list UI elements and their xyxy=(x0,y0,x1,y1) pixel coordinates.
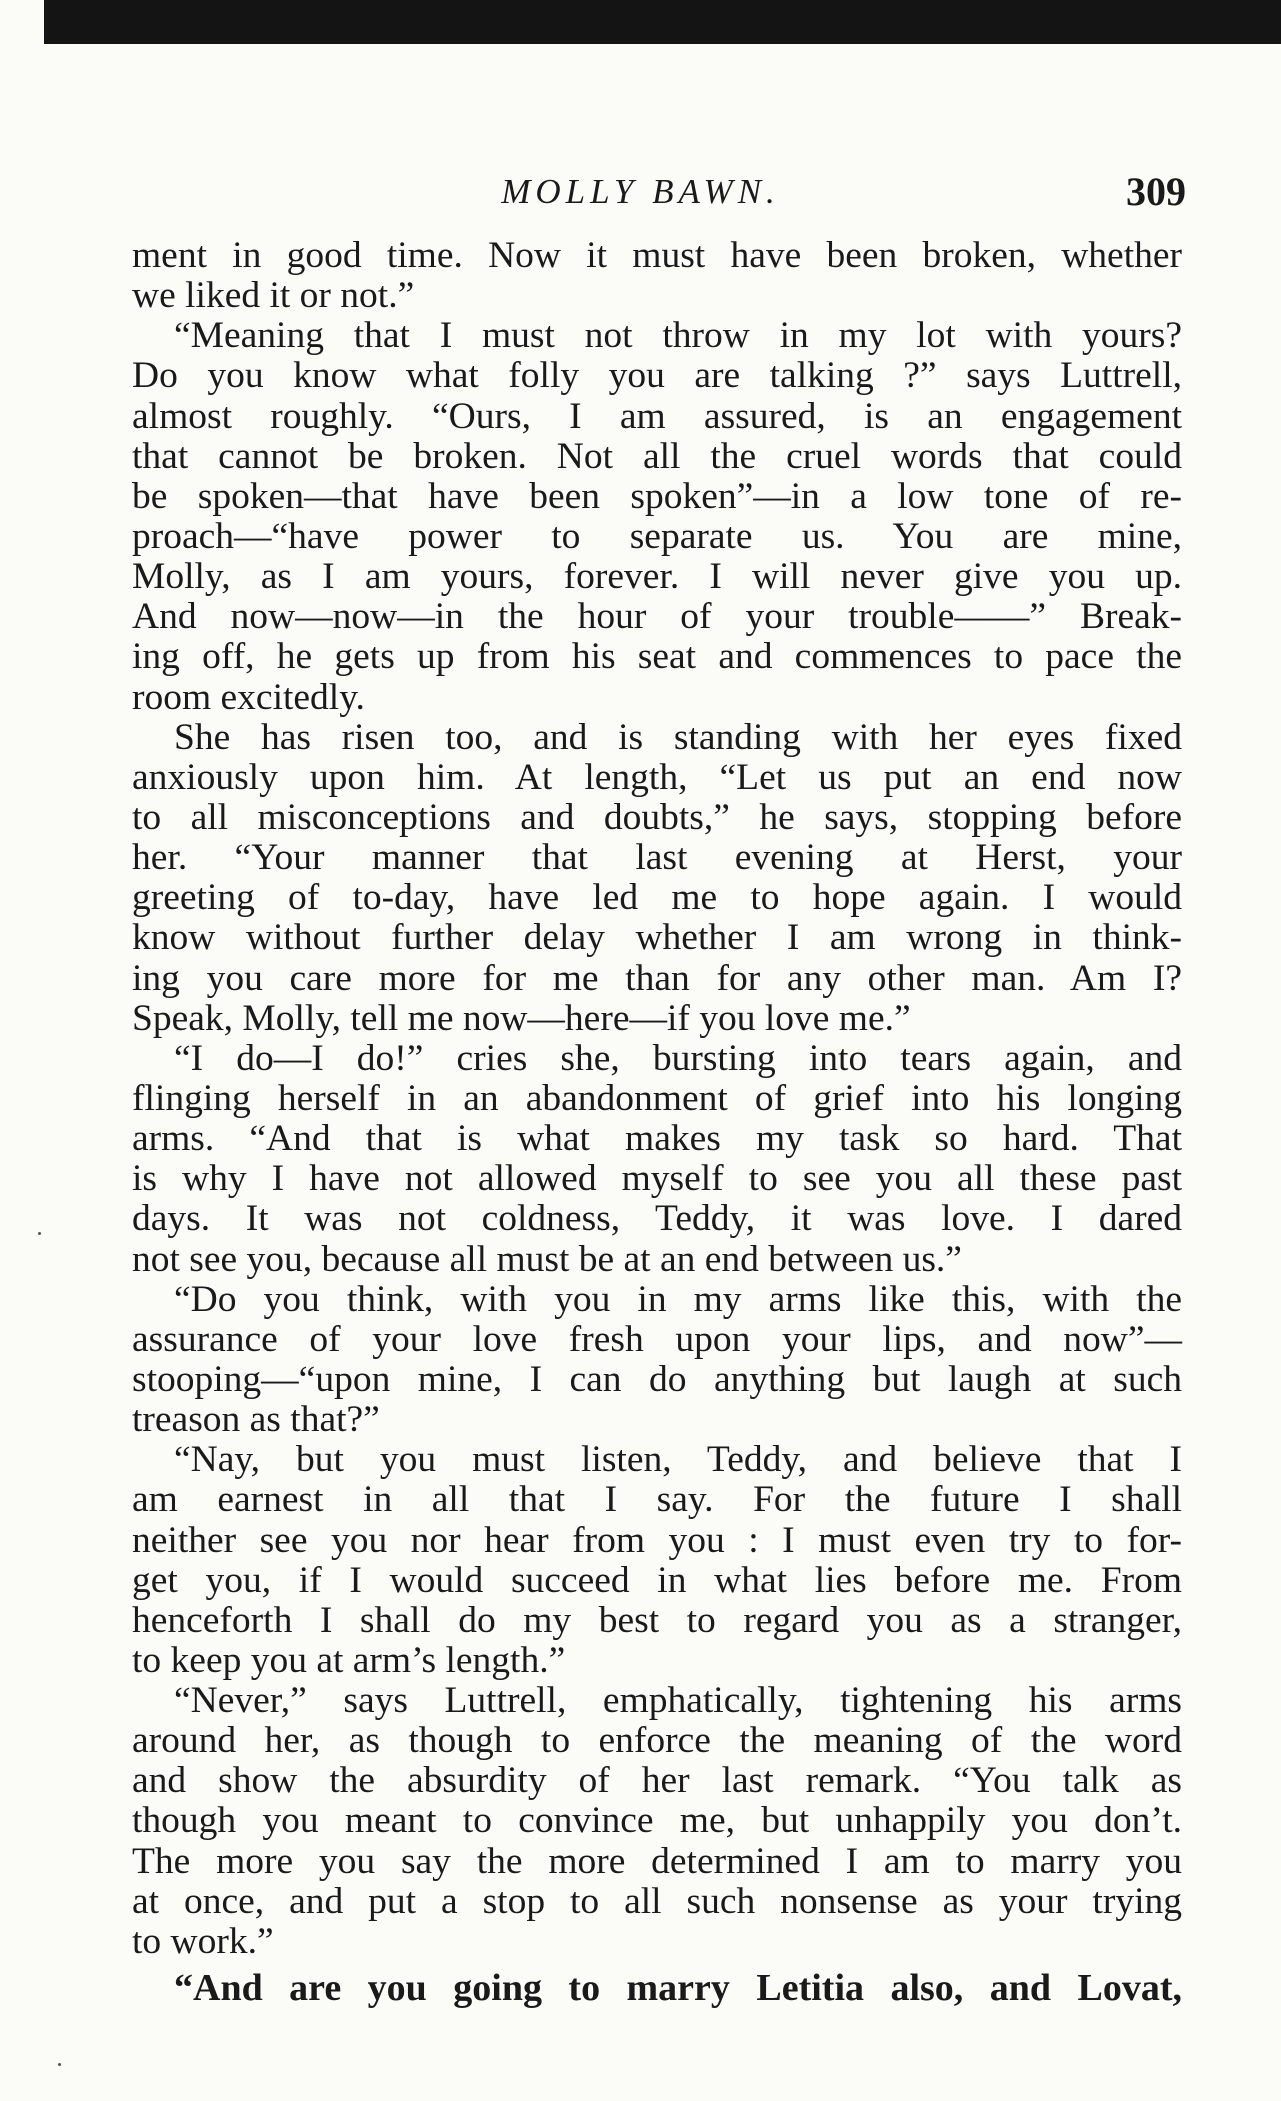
text-line: neither see you nor hear from you : I must even try to for- xyxy=(132,1519,1182,1561)
text-line: ing off, he gets up from his seat and commences to pace the xyxy=(132,636,1182,678)
running-title: MOLLY BAWN. xyxy=(501,172,780,211)
text-line: know without further delay whether I am wrong in think- xyxy=(132,917,1182,959)
text-line: to keep you at arm’s length.” xyxy=(132,1639,566,1681)
text-line: “Do you think, with you in my arms like this, with the xyxy=(174,1278,1182,1320)
text-line: get you, if I would succeed in what lies before me. From xyxy=(132,1559,1182,1601)
text-line: to all misconceptions and doubts,” he says, stopping before xyxy=(132,796,1182,838)
running-header xyxy=(0,168,1281,218)
text-line: to work.” xyxy=(132,1920,274,1962)
text-line: we liked it or not.” xyxy=(132,275,415,317)
text-line: henceforth I shall do my best to regard you as a stranger, xyxy=(132,1599,1182,1641)
text-line: though you meant to convince me, but unhappily you don’t. xyxy=(132,1800,1182,1842)
text-line: ing you care more for me than for any other man. Am I? xyxy=(132,957,1182,999)
text-line: Do you know what folly you are talking ?” says Luttrell, xyxy=(132,355,1182,397)
text-line: flinging herself in an abandonment of grief into his longing xyxy=(132,1077,1182,1119)
text-line: at once, and put a stop to all such nonsense as your trying xyxy=(132,1880,1182,1922)
text-line: “I do—I do!” cries she, bursting into tears again, and xyxy=(174,1037,1182,1079)
top-border-rule xyxy=(44,0,1281,44)
text-line: am earnest in all that I say. For the future I shall xyxy=(132,1479,1182,1521)
text-line: She has risen too, and is standing with her eyes fixed xyxy=(174,716,1182,758)
text-line: And now—now—in the hour of your trouble——” Break- xyxy=(132,596,1182,638)
text-line: days. It was not coldness, Teddy, it was love. I dared xyxy=(132,1198,1182,1240)
text-line: treason as that?” xyxy=(132,1399,380,1441)
text-line: The more you say the more determined I am to marry you xyxy=(132,1840,1182,1882)
text-line: ment in good time. Now it must have been broken, whether xyxy=(132,235,1182,276)
text-line: assurance of your love fresh upon your lips, and now”— xyxy=(132,1318,1182,1360)
text-line: room excitedly. xyxy=(132,676,365,718)
text-line: her. “Your manner that last evening at Herst, your xyxy=(132,837,1182,879)
text-line: stooping—“upon mine, I can do anything but laugh at such xyxy=(132,1358,1182,1400)
text-line: “Meaning that I must not throw in my lot with yours? xyxy=(174,315,1182,357)
text-line: anxiously upon him. At length, “Let us put an end now xyxy=(132,756,1182,798)
body-text xyxy=(132,236,1182,2008)
text-line: greeting of to-day, have led me to hope again. I would xyxy=(132,877,1182,919)
text-line: not see you, because all must be at an end between us.” xyxy=(132,1238,962,1280)
text-line: around her, as though to enforce the meaning of the word xyxy=(132,1720,1182,1762)
text-line: Molly, as I am yours, forever. I will never give you up. xyxy=(132,556,1182,598)
text-line: and show the absurdity of her last remark. “You talk as xyxy=(132,1760,1182,1802)
text-line: “Nay, but you must listen, Teddy, and believe that I xyxy=(174,1439,1182,1481)
text-line: that cannot be broken. Not all the cruel words that could xyxy=(132,435,1182,477)
text-line: Speak, Molly, tell me now—here—if you love me.” xyxy=(132,997,911,1039)
text-line: “And are you going to marry Letitia also, and Lovat, xyxy=(174,1967,1182,2010)
text-line: arms. “And that is what makes my task so hard. That xyxy=(132,1118,1182,1160)
text-line: is why I have not allowed myself to see you all these past xyxy=(132,1158,1182,1200)
text-line: proach—“have power to separate us. You are mine, xyxy=(132,515,1182,557)
text-line: almost roughly. “Ours, I am assured, is an engagement xyxy=(132,395,1182,437)
page-number: 309 xyxy=(1126,169,1186,214)
text-line: “Never,” says Luttrell, emphatically, tightening his arms xyxy=(174,1680,1182,1722)
text-line: be spoken—that have been spoken”—in a low tone of re- xyxy=(132,475,1182,517)
